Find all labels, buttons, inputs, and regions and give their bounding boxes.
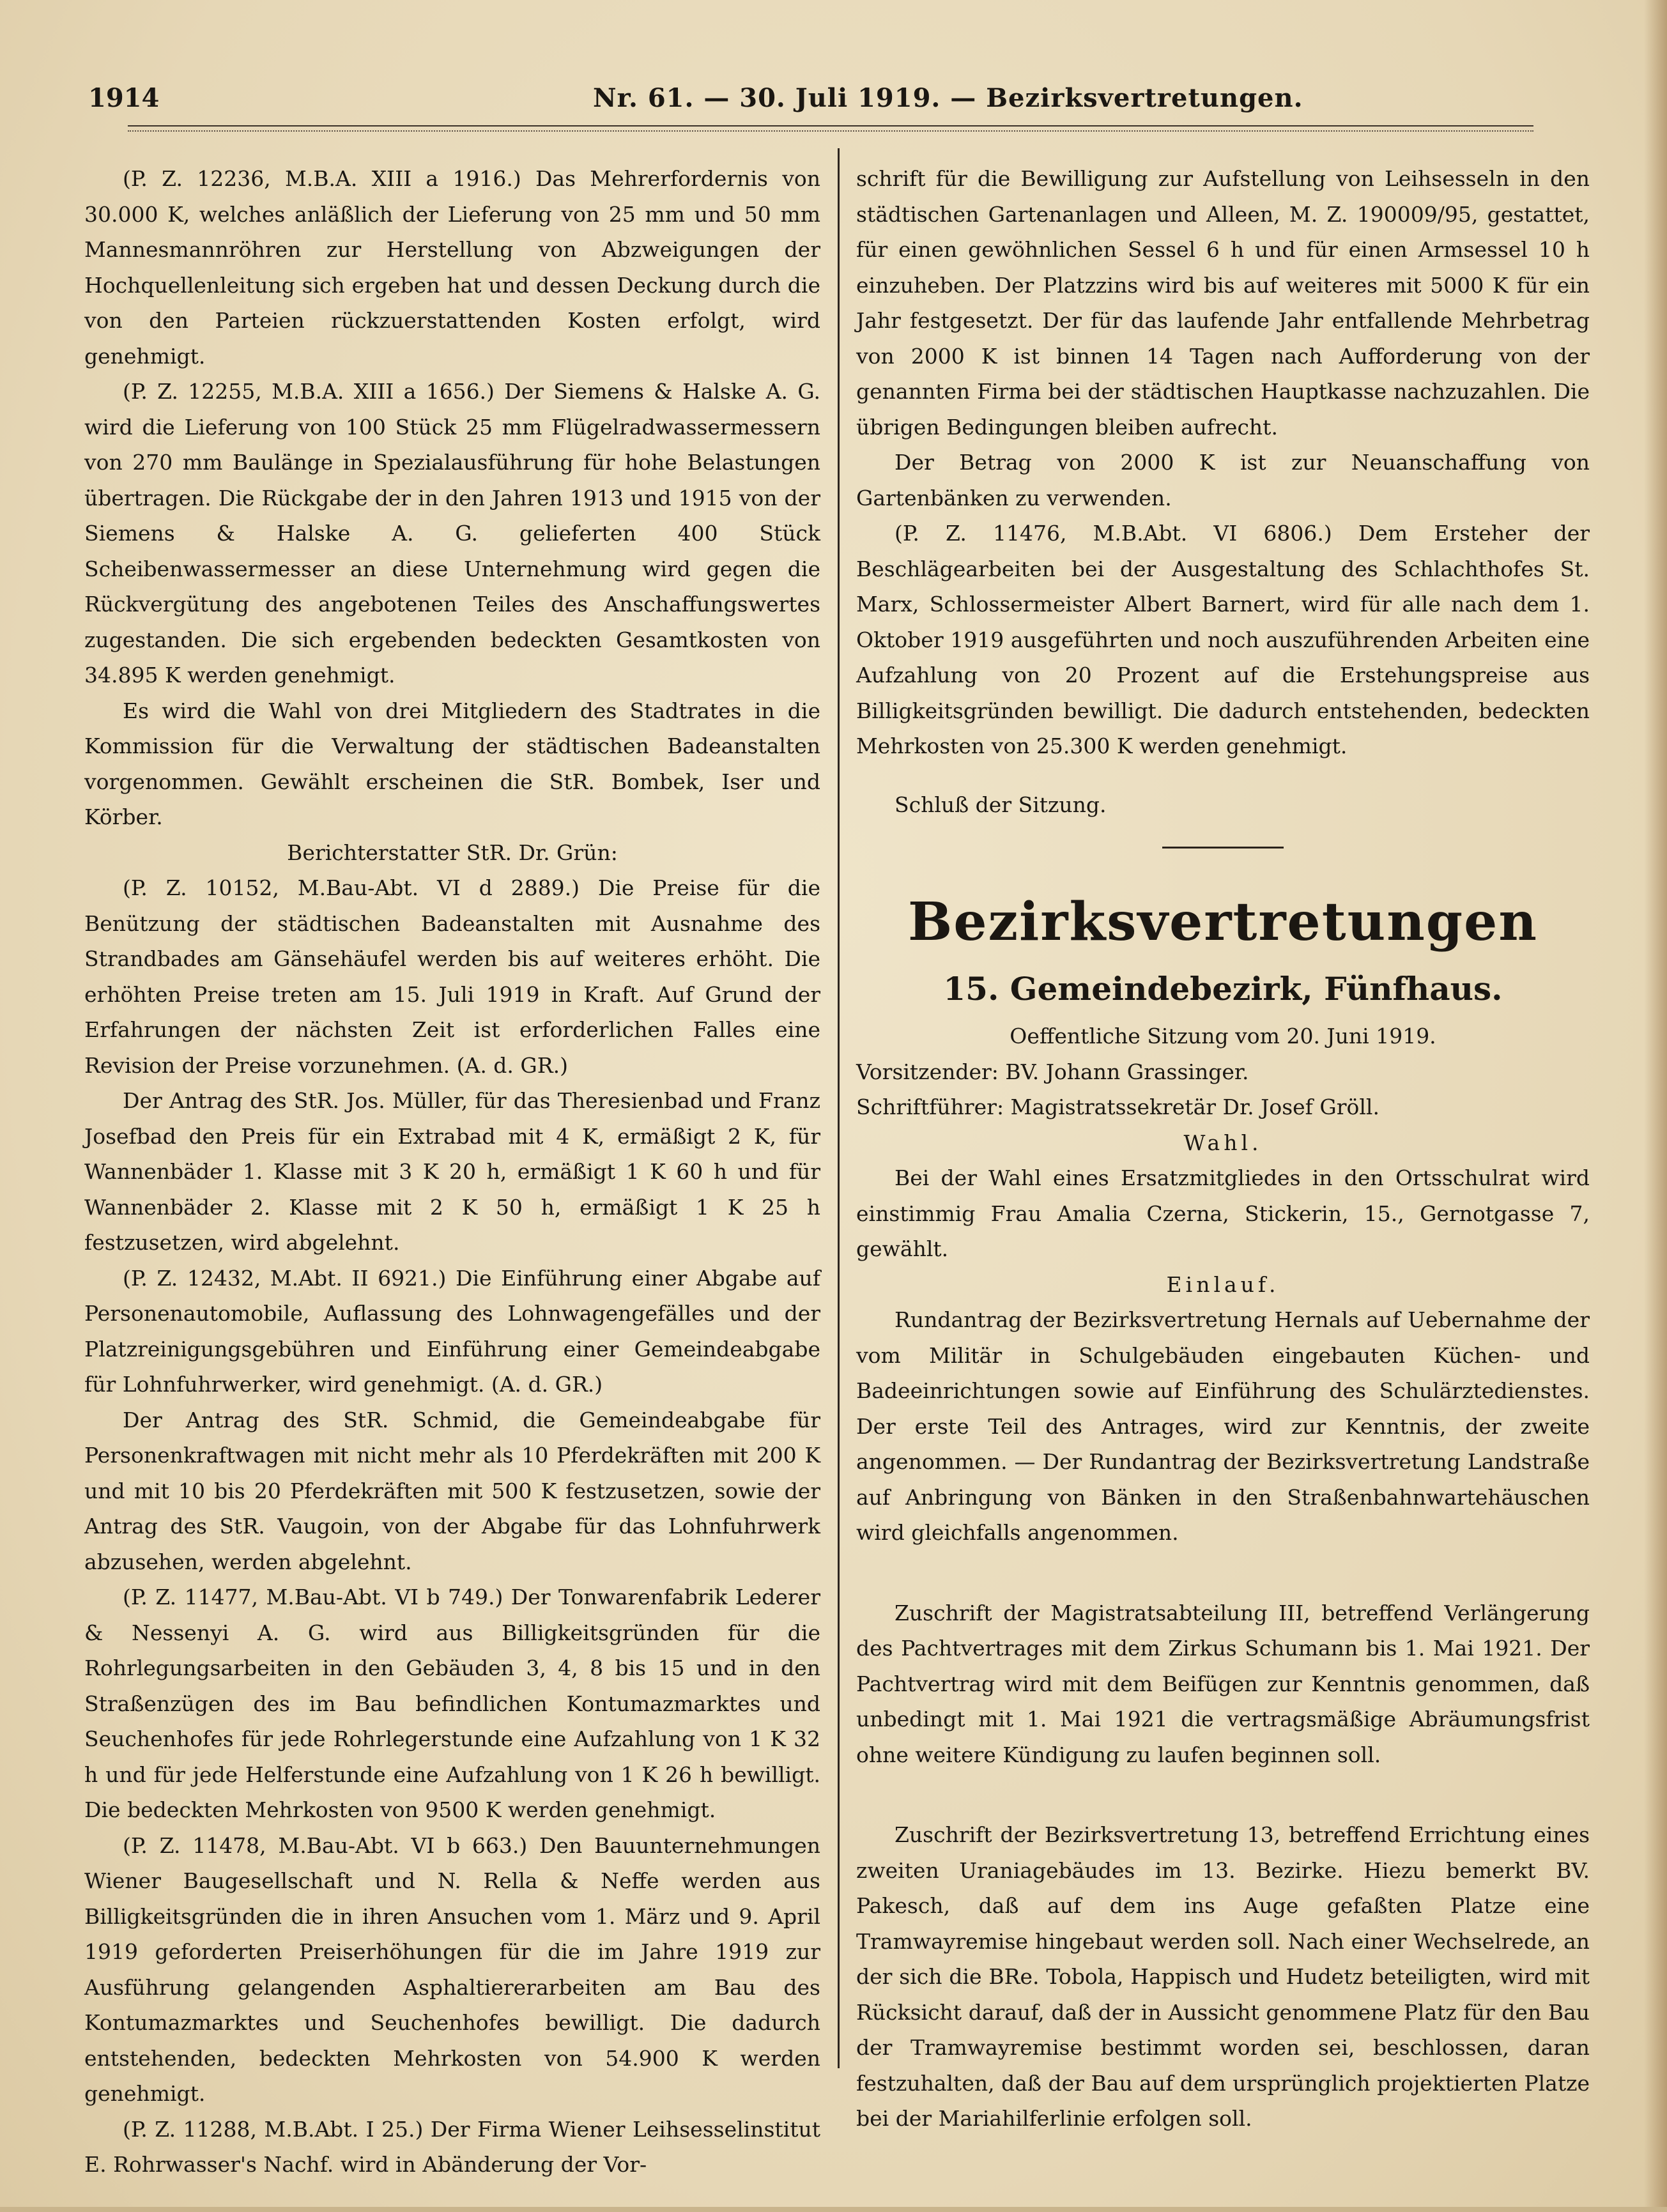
session-close: Schluß der Sitzung. — [895, 792, 1107, 817]
chair-line: Vorsitzender: BV. Johann Grassinger. — [856, 1059, 1249, 1084]
right-column — [856, 161, 1590, 2137]
header-rule — [128, 125, 1533, 132]
spacer — [856, 764, 1590, 787]
heading-wahl: Wahl. — [1183, 1130, 1263, 1155]
paragraph: (P. Z. 12255, M.B.A. XIII a 1656.) Der Siemens & Halske A. G. wird die Lieferung von 100 Stück 25 mm Flügelradwassermessern von 270 mm Baulänge in Spezialausführung für hohe Belastungen übertragen. Die Rückgabe der in den Jahren 1913 und 1915 von der Siemens & Halske A. G. gelieferten 400 Stück Scheibenwassermesser an diese Unternehmung wird gegen die Rückvergütung des angebotenen Teiles des Anschaffungswertes zugestanden. Die sich ergebenden bedeckten Gesamtkosten von 34.895 K werden genehmigt. — [84, 379, 820, 687]
paragraph: Der Antrag des StR. Jos. Müller, für das Theresienbad und Franz Josefbad den Preis für ein Extrabad mit 4 K, ermäßigt 2 K, für Wannenbäder 1. Klasse mit 3 K 20 h, ermäßigt 1 K 60 h und für Wannenbäder 2. Klasse mit 2 K 50 h, ermäßigt 1 K 25 h festzusetzen, wird abgelehnt. — [84, 1088, 820, 1255]
paragraph: (P. Z. 11476, M.B.Abt. VI 6806.) Dem Ersteher der Beschlägearbeiten bei der Ausgestaltung des Schlachthofes St. Marx, Schlossermeister Albert Barnert, wird für alle nach dem 1. Oktober 1919 ausgeführten und noch auszuführenden Arbeiten eine Aufzahlung von 20 Prozent auf die Erstehungspreise aus Billigkeitsgründen bewilligt. Die dadurch entstehenden, bedeckten Mehrkosten von 25.300 K werden genehmigt. — [856, 521, 1590, 758]
page-bottom-edge — [0, 2207, 1667, 2212]
spacer — [856, 1772, 1590, 1817]
paragraph: (P. Z. 11288, M.B.Abt. I 25.) Der Firma Wiener Leihsesselinstitut E. Rohrwasser's Nachf. wird in Abänderung der Vor- — [84, 2116, 820, 2177]
paragraph: (P. Z. 12236, M.B.A. XIII a 1916.) Das Mehrerfordernis von 30.000 K, welches anläßlich der Lieferung von 25 mm und 50 mm Mannesmannröhren zur Herstellung von Abzweigungen der Hochquellenleitung sich ergeben hat und dessen Deckung durch die von den Parteien rückzuerstattenden Kosten erfolgt, wird genehmigt. — [84, 166, 820, 369]
secretary-line: Schriftführer: Magistratssekretär Dr. Josef Gröll. — [856, 1094, 1379, 1119]
heading-einlauf: Einlauf. — [1166, 1271, 1280, 1297]
paragraph: (P. Z. 11477, M.Bau-Abt. VI b 749.) Der Tonwarenfabrik Lederer & Nessenyi A. G. wird aus Billigkeitsgründen für die Rohrlegungsarbeiten in den Gebäuden 3, 4, 8 bis 15 und in den Straßenzügen des im Bau befindlichen Kontumazmarktes und Seuchenhofes für jede Rohrlegerstunde eine Aufzahlung von 1 K 32 h und für jede Helferstunde eine Aufzahlung von 1 K 26 h bewilligt. Die bedeckten Mehrkosten von 9500 K werden genehmigt. — [84, 1585, 820, 1822]
paragraph: Es wird die Wahl von drei Mitgliedern des Stadtrates in die Kommission für die Verwaltung der städtischen Badeanstalten vorgenommen. Gewählt erscheinen die StR. Bombek, Iser und Körber. — [84, 698, 820, 829]
left-column — [84, 161, 820, 2183]
header-title: Nr. 61. — 30. Juli 1919. — Bezirksvertretungen. — [593, 83, 1303, 113]
paragraph: Rundantrag der Bezirksvertretung Hernals auf Uebernahme der vom Militär in Schulgebäuden eingebauten Küchen- und Badeeinrichtungen sowie auf Einführung des Schulärztedienstes. Der erste Teil des Antrages, wird zur Kenntnis, der zweite angenommen. — Der Rundantrag der Bezirksvertretung Landstraße auf Anbringung von Bänken in den Straßenbahnwartehäuschen wird gleichfalls angenommen. — [856, 1307, 1590, 1545]
page-header — [88, 78, 1579, 116]
paragraph: Zuschrift der Bezirksvertretung 13, betreffend Errichtung eines zweiten Uraniagebäudes im 13. Bezirke. Hiezu bemerkt BV. Pakesch, daß auf dem ins Auge gefaßten Platze eine Tramwayremise hingebaut werden soll. Nach einer Wechselrede, an der sich die BRe. Tobola, Happisch und Hudetz beteiligten, wird mit Rücksicht darauf, daß der in Aussicht genommene Platz für den Bau der Tramwayremise bestimmt worden sei, beschlossen, daran festzuhalten, daß der Bau auf dem ursprünglich projektierten Platze bei der Mariahilferlinie erfolgen soll. — [856, 1822, 1590, 2131]
spacer — [856, 1551, 1590, 1595]
page-edge-shadow — [1644, 0, 1667, 2212]
section-separator — [1162, 847, 1284, 849]
paragraph-continued: schrift für die Bewilligung zur Aufstellung von Leihsesseln in den städtischen Gartenanlagen und Alleen, M. Z. 190009/95, gestattet, für einen gewöhnlichen Sessel 6 h und für einen Armsessel 10 h einzuheben. Der Platzzins wird bis auf weiteres mit 5000 K für ein Jahr festgesetzt. Der für das laufende Jahr entfallende Mehrbetrag von 2000 K ist binnen 14 Tagen nach Aufforderung von der genannten Firma bei der städtischen Hauptkasse nachzuzahlen. Die übrigen Bedingungen bleiben aufrecht. — [856, 166, 1590, 440]
section-subtitle: 15. Gemeindebezirk, Fünfhaus. — [943, 970, 1503, 1008]
page-number: 1914 — [88, 83, 160, 113]
paragraph: (P. Z. 11478, M.Bau-Abt. VI b 663.) Den Bauunternehmungen Wiener Baugesellschaft und N. Rella & Neffe werden aus Billigkeitsgründen die in ihren Ansuchen vom 1. März und 9. April 1919 geforderten Preiserhöhungen für die im Jahre 1919 zur Ausführung gelangenden Asphaltiererarbeiten am Bau des Kontumazmarktes und Seuchenhofes bewilligt. Die dadurch entstehenden, bedeckten Mehrkosten von 54.900 K werden genehmigt. — [84, 1832, 820, 2106]
paragraph: Der Betrag von 2000 K ist zur Neuanschaffung von Gartenbänken zu verwenden. — [856, 450, 1590, 511]
paragraph: (P. Z. 10152, M.Bau-Abt. VI d 2889.) Die Preise für die Benützung der städtischen Badeanstalten mit Ausnahme des Strandbades am Gänsehäufel werden bis auf weiteres erhöht. Die erhöhten Preise treten am 15. Juli 1919 in Kraft. Auf Grund der Erfahrungen der nächsten Zeit ist erforderlichen Falles eine Revision der Preise vorzunehmen. (A. d. GR.) — [84, 875, 820, 1078]
session-date: Oeffentliche Sitzung vom 20. Juni 1919. — [1010, 1024, 1436, 1048]
paragraph: Bei der Wahl eines Ersatzmitgliedes in den Ortsschulrat wird einstimmig Frau Amalia Czerna, Stickerin, 15., Gernotgasse 7, gewählt. — [856, 1165, 1590, 1261]
reporter-heading: Berichterstatter StR. Dr. Grün: — [287, 840, 618, 865]
section-title: Bezirksvertretungen — [908, 891, 1538, 953]
paragraph: Der Antrag des StR. Schmid, die Gemeindeabgabe für Personenkraftwagen mit nicht mehr als 10 Pferdekräften mit 200 K und mit 10 bis 20 Pferdekräften mit 500 K festzusetzen, sowie der Antrag des StR. Vaugoin, von der Abgabe für das Lohnfuhrwerk abzusehen, werden abgelehnt. — [84, 1407, 820, 1574]
paragraph: (P. Z. 12432, M.Abt. II 6921.) Die Einführung einer Abgabe auf Personenautomobile, Auflassung des Lohnwagengefälles und der Platzreinigungsgebühren und Einführung einer Gemeindeabgabe für Lohnfuhrwerker, wird genehmigt. (A. d. GR.) — [84, 1265, 820, 1397]
column-divider — [838, 148, 840, 2068]
paragraph: Zuschrift der Magistratsabteilung III, betreffend Verlängerung des Pachtvertrages mit dem Zirkus Schumann bis 1. Mai 1921. Der Pachtvertrag wird mit dem Beifügen zur Kenntnis genommen, daß unbedingt mit 1. Mai 1921 die vertragsmäßige Abräumungsfrist ohne weitere Kündigung zu laufen beginnen soll. — [856, 1600, 1590, 1767]
